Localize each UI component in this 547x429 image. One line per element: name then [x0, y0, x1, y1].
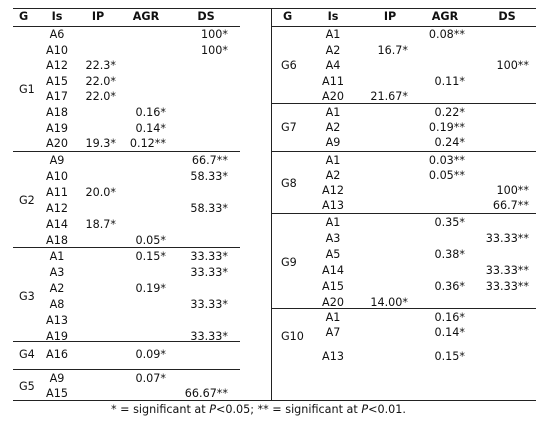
header-left-agr: AGR	[132, 10, 160, 23]
right-g7-row-2-agr: 0.24*	[434, 136, 465, 150]
left-g1-row-1-ds: 100*	[201, 43, 228, 57]
right-group-label-g9: G9	[281, 255, 297, 269]
left-group-label-g5: G5	[19, 379, 35, 393]
right-g7-row-1-isolate: A2	[325, 121, 341, 135]
right-g9-row-2-agr: 0.38*	[434, 247, 465, 261]
left-group-label-g1: G1	[19, 82, 35, 96]
footnote-part2: <0.05; ** = significant at	[215, 403, 362, 416]
left-g1-row-6-isolate: A19	[46, 121, 68, 135]
left-g3-row-5-ds: 33.33*	[190, 329, 228, 343]
right-g6-row-1-ip: 16.7*	[377, 43, 408, 57]
right-g9-row-3-ds: 33.33**	[485, 263, 529, 277]
header-right-g: G	[283, 10, 293, 23]
left-g2-row-5-agr: 0.05*	[135, 233, 166, 247]
right-g10-row-2-isolate: A13	[322, 349, 344, 363]
right-group-rule-g8	[271, 213, 536, 214]
right-g8-row-2-isolate: A12	[322, 184, 344, 197]
left-g3-row-2-isolate: A2	[49, 281, 65, 295]
right-g7-row-0-isolate: A1	[325, 106, 341, 119]
left-g1-row-5-isolate: A18	[46, 106, 68, 119]
left-g1-row-7-isolate: A20	[46, 137, 68, 151]
right-g9-row-1-ds: 33.33**	[485, 231, 529, 245]
left-g4-row-0-agr: 0.09*	[135, 348, 166, 361]
left-g3-row-0-agr: 0.15*	[135, 250, 166, 263]
right-g10-row-1-agr: 0.14*	[434, 326, 465, 340]
header-left-g: G	[19, 10, 29, 23]
left-g2-row-0-ds: 66.7**	[191, 154, 228, 167]
right-g6-row-4-isolate: A20	[322, 90, 344, 104]
right-g9-row-5-ip: 14.00*	[370, 295, 408, 309]
left-g2-row-5-isolate: A18	[46, 233, 68, 247]
footnote-part1: * = significant at	[111, 403, 210, 416]
right-g10-row-0-agr: 0.16*	[434, 311, 465, 324]
header-right-ip: IP	[383, 10, 397, 23]
left-g2-row-2-isolate: A11	[46, 185, 68, 199]
left-g3-row-1-isolate: A3	[49, 265, 65, 279]
left-g2-row-1-isolate: A10	[46, 169, 68, 183]
right-g9-row-4-isolate: A15	[322, 279, 344, 293]
left-g5-row-0-agr: 0.07*	[135, 372, 166, 385]
right-g9-row-4-agr: 0.36*	[434, 279, 465, 293]
left-g1-row-6-agr: 0.14*	[135, 121, 166, 135]
right-g6-row-2-ds: 100**	[496, 59, 529, 73]
right-g7-row-2-isolate: A9	[325, 136, 341, 150]
footnote-part3: <0.01.	[368, 403, 406, 416]
right-g8-row-1-agr: 0.05**	[428, 169, 465, 182]
left-g5-row-1-ds: 66.67**	[184, 387, 228, 401]
left-group-label-g2: G2	[19, 193, 35, 207]
right-g9-row-1-isolate: A3	[325, 231, 341, 245]
left-group-rule-g2	[13, 247, 240, 248]
right-group-label-g6: G6	[281, 59, 297, 73]
header-bottom-rule-left	[13, 26, 240, 27]
left-g2-row-3-ds: 58.33*	[190, 201, 228, 215]
left-g3-row-4-isolate: A13	[46, 313, 68, 327]
right-g9-row-3-isolate: A14	[322, 263, 344, 277]
header-right-ds: DS	[498, 10, 516, 23]
right-g10-row-2-agr: 0.15*	[434, 349, 465, 363]
left-g3-row-0-isolate: A1	[49, 250, 65, 263]
header-left-ip: IP	[91, 10, 105, 23]
right-g6-row-2-isolate: A4	[325, 59, 341, 73]
panel-divider	[271, 8, 272, 400]
left-g4-row-0-isolate: A16	[46, 348, 68, 361]
right-g8-row-3-ds: 66.7**	[492, 199, 529, 212]
left-g2-row-3-isolate: A12	[46, 201, 68, 215]
right-g6-row-0-agr: 0.08**	[428, 28, 465, 41]
header-right-is: Is	[327, 10, 339, 23]
right-g10-row-1-isolate: A7	[325, 326, 341, 340]
left-g1-row-0-ds: 100*	[201, 28, 228, 41]
right-g6-row-4-ip: 21.67*	[370, 90, 408, 104]
right-group-label-g8: G8	[281, 176, 297, 190]
left-group-rule-g3	[13, 341, 240, 342]
left-g3-row-5-isolate: A19	[46, 329, 68, 343]
left-g1-row-2-isolate: A12	[46, 59, 68, 73]
left-g1-row-3-ip: 22.0*	[85, 74, 116, 88]
table-top-rule	[13, 8, 536, 9]
left-group-rule-g4	[13, 369, 240, 370]
left-g1-row-5-agr: 0.16*	[135, 106, 166, 119]
right-g6-row-0-isolate: A1	[325, 28, 341, 41]
right-group-rule-g9	[271, 308, 536, 309]
left-g2-row-4-isolate: A14	[46, 217, 68, 231]
left-g3-row-3-ds: 33.33*	[190, 297, 228, 311]
right-g9-row-4-ds: 33.33**	[485, 279, 529, 293]
left-g1-row-2-ip: 22.3*	[85, 59, 116, 73]
right-g8-row-1-isolate: A2	[325, 169, 341, 182]
table-footnote	[111, 403, 406, 417]
left-group-rule-g1	[13, 151, 240, 152]
right-group-rule-g7	[271, 151, 536, 152]
header-bottom-rule-right	[271, 26, 536, 27]
right-g6-row-1-isolate: A2	[325, 43, 341, 57]
left-g1-row-1-isolate: A10	[46, 43, 68, 57]
left-g1-row-7-agr: 0.12**	[129, 137, 166, 151]
left-g3-row-0-ds: 33.33*	[190, 250, 228, 263]
left-g1-row-4-isolate: A17	[46, 90, 68, 104]
left-g1-row-3-isolate: A15	[46, 74, 68, 88]
right-g7-row-1-agr: 0.19**	[428, 121, 465, 135]
left-group-label-g4: G4	[19, 348, 35, 361]
footnote-p-italic-1: P	[209, 403, 216, 416]
header-left-is: Is	[51, 10, 63, 23]
left-g1-row-7-ip: 19.3*	[85, 137, 116, 151]
right-g9-row-5-isolate: A20	[322, 295, 344, 309]
right-g9-row-2-isolate: A5	[325, 247, 341, 261]
left-g2-row-1-ds: 58.33*	[190, 169, 228, 183]
header-left-ds: DS	[197, 10, 215, 23]
right-group-label-g7: G7	[281, 121, 297, 135]
left-g5-row-0-isolate: A9	[49, 372, 65, 385]
left-g2-row-4-ip: 18.7*	[85, 217, 116, 231]
right-group-label-g10: G10	[281, 330, 304, 344]
left-g1-row-4-ip: 22.0*	[85, 90, 116, 104]
right-g8-row-3-isolate: A13	[322, 199, 344, 212]
right-group-rule-g6	[271, 103, 536, 104]
left-g5-row-1-isolate: A15	[46, 387, 68, 401]
right-g8-row-0-agr: 0.03**	[428, 154, 465, 167]
footnote-p-italic-2: P	[361, 403, 369, 416]
right-g6-row-3-isolate: A11	[322, 74, 344, 88]
right-g8-row-2-ds: 100**	[496, 184, 529, 197]
right-g9-row-0-agr: 0.35*	[434, 216, 465, 229]
right-g9-row-0-isolate: A1	[325, 216, 341, 229]
right-g10-row-0-isolate: A1	[325, 311, 341, 324]
left-g3-row-3-isolate: A8	[49, 297, 65, 311]
header-right-agr: AGR	[431, 10, 459, 23]
right-g8-row-0-isolate: A1	[325, 154, 341, 167]
left-g3-row-2-agr: 0.19*	[135, 281, 166, 295]
left-group-label-g3: G3	[19, 289, 35, 303]
left-g3-row-1-ds: 33.33*	[190, 265, 228, 279]
left-g2-row-0-isolate: A9	[49, 154, 65, 167]
right-g6-row-3-agr: 0.11*	[434, 74, 465, 88]
left-g1-row-0-isolate: A6	[49, 28, 65, 41]
left-g2-row-2-ip: 20.0*	[85, 185, 116, 199]
right-g7-row-0-agr: 0.22*	[434, 106, 465, 119]
